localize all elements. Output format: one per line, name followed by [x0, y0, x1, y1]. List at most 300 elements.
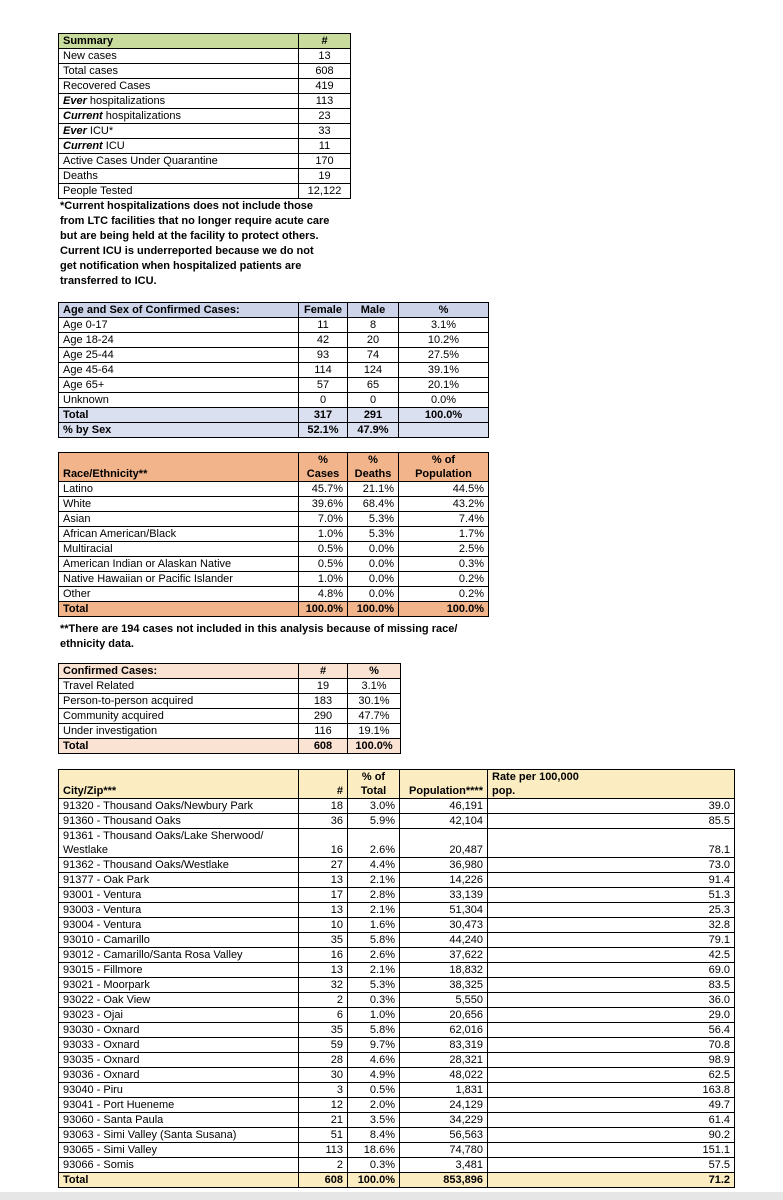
race-label: Total [59, 602, 299, 617]
confirmed-value: 608 [299, 739, 348, 754]
summary-footnote-line: get notification when hospitalized patients are [60, 260, 302, 272]
city-value: 18,832 [400, 963, 488, 978]
age-sex-header-percent: % [399, 303, 489, 318]
city-value: 13 [299, 873, 348, 888]
summary-row [59, 169, 351, 184]
city-value: 34,229 [400, 1113, 488, 1128]
city-value: 37,622 [400, 948, 488, 963]
city-value: 5.3% [348, 978, 400, 993]
race-footnote [60, 622, 457, 652]
city-value: 48,022 [400, 1068, 488, 1083]
city-label: 91362 - Thousand Oaks/Westlake [59, 858, 299, 873]
summary-row-label [59, 154, 299, 169]
city-value: 79.1 [488, 933, 735, 948]
race-footnote-line: ethnicity data. [60, 638, 134, 650]
city-total-row [59, 1173, 735, 1188]
confirmed-value: 290 [299, 709, 348, 724]
city-zip-table [58, 769, 735, 1188]
race-footnote-line: **There are 194 cases not included in this analysis because of missing race/ [60, 623, 458, 635]
city-value: 16 [299, 829, 348, 858]
age-sex-label: Age 18-24 [59, 333, 299, 348]
city-value: 51.3 [488, 888, 735, 903]
city-value: 2.8% [348, 888, 400, 903]
confirmed-row [59, 694, 401, 709]
race-body [59, 482, 489, 617]
city-value: 24,129 [400, 1098, 488, 1113]
city-value: 42.5 [488, 948, 735, 963]
city-value: 61.4 [488, 1113, 735, 1128]
summary-row-emphasis: Ever [63, 95, 87, 107]
city-value: 5.8% [348, 1023, 400, 1038]
city-label: 93030 - Oxnard [59, 1023, 299, 1038]
summary-footnote-line: Current ICU is underreported because we do not [60, 245, 314, 257]
city-label: 93001 - Ventura [59, 888, 299, 903]
city-value: 4.6% [348, 1053, 400, 1068]
summary-row [59, 184, 351, 199]
city-label: 91360 - Thousand Oaks [59, 814, 299, 829]
city-value: 90.2 [488, 1128, 735, 1143]
city-value: 36,980 [400, 858, 488, 873]
city-value: 1.6% [348, 918, 400, 933]
age-sex-label: Age 65+ [59, 378, 299, 393]
race-value: 43.2% [399, 497, 489, 512]
city-value: 13 [299, 903, 348, 918]
age-sex-table [58, 302, 489, 438]
confirmed-value: 100.0% [348, 739, 401, 754]
city-header-label: City/Zip*** [59, 770, 299, 799]
summary-row-value: 19 [299, 169, 351, 184]
city-value: 49.7 [488, 1098, 735, 1113]
city-label: 93040 - Piru [59, 1083, 299, 1098]
city-row [59, 963, 735, 978]
age-sex-value: 0.0% [399, 393, 489, 408]
confirmed-value: 116 [299, 724, 348, 739]
summary-footnote-line: transferred to ICU. [60, 275, 157, 287]
confirmed-value: 47.7% [348, 709, 401, 724]
race-value: 7.0% [299, 512, 348, 527]
age-sex-value: 10.2% [399, 333, 489, 348]
summary-row-label [59, 49, 299, 64]
summary-row-label [59, 94, 299, 109]
race-value: 100.0% [299, 602, 348, 617]
summary-row [59, 154, 351, 169]
race-value: 100.0% [399, 602, 489, 617]
race-value: 68.4% [348, 497, 399, 512]
city-value: 27 [299, 858, 348, 873]
race-value: 1.0% [299, 572, 348, 587]
summary-header-row [59, 34, 351, 49]
city-value: 91.4 [488, 873, 735, 888]
age-sex-by-sex-row [59, 423, 489, 438]
city-value: 9.7% [348, 1038, 400, 1053]
city-value: 28,321 [400, 1053, 488, 1068]
confirmed-header-label: Confirmed Cases: [59, 664, 299, 679]
city-row [59, 933, 735, 948]
summary-footnote-line: *Current hospitalizations does not include those [60, 200, 314, 212]
city-value: 2.6% [348, 948, 400, 963]
confirmed-value: 19 [299, 679, 348, 694]
city-value: 1,831 [400, 1083, 488, 1098]
race-value: 0.5% [299, 542, 348, 557]
city-value: 56.4 [488, 1023, 735, 1038]
city-value: 46,191 [400, 799, 488, 814]
confirmed-label: Total [59, 739, 299, 754]
summary-row-value: 608 [299, 64, 351, 79]
city-row [59, 829, 735, 858]
race-label: Asian [59, 512, 299, 527]
age-sex-value: 124 [348, 363, 399, 378]
city-label: Total [59, 1173, 299, 1188]
age-sex-value: 20 [348, 333, 399, 348]
summary-row-label [59, 124, 299, 139]
summary-row-value: 23 [299, 109, 351, 124]
city-value: 69.0 [488, 963, 735, 978]
city-label: 93023 - Ojai [59, 1008, 299, 1023]
confirmed-row [59, 724, 401, 739]
race-header-population: % of Population [399, 453, 489, 482]
city-label: 93063 - Simi Valley (Santa Susana) [59, 1128, 299, 1143]
city-value: 25.3 [488, 903, 735, 918]
age-sex-value: 317 [299, 408, 348, 423]
summary-row-emphasis: Current [63, 110, 103, 122]
city-value: 56,563 [400, 1128, 488, 1143]
city-value: 2.1% [348, 873, 400, 888]
summary-row-label [59, 64, 299, 79]
race-value: 0.0% [348, 587, 399, 602]
age-sex-total-row [59, 408, 489, 423]
age-sex-value: 20.1% [399, 378, 489, 393]
summary-row-label [59, 79, 299, 94]
race-header-deaths: % Deaths [348, 453, 399, 482]
city-value: 18.6% [348, 1143, 400, 1158]
race-row [59, 557, 489, 572]
city-value: 3 [299, 1083, 348, 1098]
city-value: 59 [299, 1038, 348, 1053]
city-value: 6 [299, 1008, 348, 1023]
city-value: 0.3% [348, 993, 400, 1008]
age-sex-value: 11 [299, 318, 348, 333]
city-row [59, 1128, 735, 1143]
city-row [59, 993, 735, 1008]
age-sex-value [399, 423, 489, 438]
city-label: 93003 - Ventura [59, 903, 299, 918]
summary-row-emphasis: Ever [63, 125, 87, 137]
age-sex-value: 0 [299, 393, 348, 408]
city-row [59, 903, 735, 918]
race-value: 4.8% [299, 587, 348, 602]
page-bottom-bar [0, 1192, 783, 1200]
city-value: 35 [299, 1023, 348, 1038]
city-value: 853,896 [400, 1173, 488, 1188]
city-value: 29.0 [488, 1008, 735, 1023]
race-value: 7.4% [399, 512, 489, 527]
city-value: 28 [299, 1053, 348, 1068]
city-value: 3,481 [400, 1158, 488, 1173]
city-label: 93022 - Oak View [59, 993, 299, 1008]
city-value: 608 [299, 1173, 348, 1188]
age-sex-row [59, 378, 489, 393]
summary-row-value: 170 [299, 154, 351, 169]
city-value: 163.8 [488, 1083, 735, 1098]
confirmed-label: Community acquired [59, 709, 299, 724]
city-value: 62,016 [400, 1023, 488, 1038]
summary-row-value: 419 [299, 79, 351, 94]
confirmed-value: 3.1% [348, 679, 401, 694]
city-row [59, 858, 735, 873]
age-sex-label: Age 45-64 [59, 363, 299, 378]
confirmed-header-row [59, 664, 401, 679]
race-value: 21.1% [348, 482, 399, 497]
age-sex-header-label: Age and Sex of Confirmed Cases: [59, 303, 299, 318]
city-value: 8.4% [348, 1128, 400, 1143]
age-sex-value: 74 [348, 348, 399, 363]
age-sex-row [59, 333, 489, 348]
city-row [59, 873, 735, 888]
city-value: 32 [299, 978, 348, 993]
race-label: Native Hawaiian or Pacific Islander [59, 572, 299, 587]
confirmed-body [59, 679, 401, 754]
age-sex-label: Age 0-17 [59, 318, 299, 333]
race-total-row [59, 602, 489, 617]
age-sex-value: 52.1% [299, 423, 348, 438]
race-label: Multiracial [59, 542, 299, 557]
city-value: 10 [299, 918, 348, 933]
city-value: 12 [299, 1098, 348, 1113]
age-sex-header-female: Female [299, 303, 348, 318]
age-sex-value: 47.9% [348, 423, 399, 438]
city-value: 36.0 [488, 993, 735, 1008]
confirmed-value: 183 [299, 694, 348, 709]
city-value: 38,325 [400, 978, 488, 993]
city-value: 20,656 [400, 1008, 488, 1023]
age-sex-label: % by Sex [59, 423, 299, 438]
race-value: 2.5% [399, 542, 489, 557]
age-sex-row [59, 393, 489, 408]
city-value: 21 [299, 1113, 348, 1128]
summary-row-text: Active Cases Under Quarantine [63, 155, 218, 167]
summary-footnote [60, 199, 329, 289]
summary-header-label: Summary [59, 34, 299, 49]
age-sex-value: 93 [299, 348, 348, 363]
city-label: 93033 - Oxnard [59, 1038, 299, 1053]
age-sex-label: Unknown [59, 393, 299, 408]
confirmed-header-percent: % [348, 664, 401, 679]
age-sex-value: 114 [299, 363, 348, 378]
summary-row-label [59, 109, 299, 124]
city-value: 83.5 [488, 978, 735, 993]
summary-row-value: 33 [299, 124, 351, 139]
city-label: 93010 - Camarillo [59, 933, 299, 948]
summary-row [59, 79, 351, 94]
race-header-label: Race/Ethnicity** [59, 453, 299, 482]
city-header-rate: Rate per 100,000 pop. [488, 770, 735, 799]
race-value: 100.0% [348, 602, 399, 617]
summary-footnote-line: from LTC facilities that no longer require acute care [60, 215, 330, 227]
confirmed-row [59, 679, 401, 694]
summary-body [59, 49, 351, 199]
city-row [59, 1113, 735, 1128]
city-row [59, 1023, 735, 1038]
city-value: 73.0 [488, 858, 735, 873]
city-value: 18 [299, 799, 348, 814]
race-row [59, 497, 489, 512]
summary-table [58, 33, 351, 199]
city-value: 39.0 [488, 799, 735, 814]
age-sex-row [59, 348, 489, 363]
city-header-count: # [299, 770, 348, 799]
city-value: 71.2 [488, 1173, 735, 1188]
summary-row-text: New cases [63, 50, 117, 62]
city-row [59, 948, 735, 963]
confirmed-label: Person-to-person acquired [59, 694, 299, 709]
city-body [59, 799, 735, 1188]
city-value: 62.5 [488, 1068, 735, 1083]
age-sex-label: Age 25-44 [59, 348, 299, 363]
race-row [59, 572, 489, 587]
summary-row [59, 49, 351, 64]
city-value: 5,550 [400, 993, 488, 1008]
city-label: 91377 - Oak Park [59, 873, 299, 888]
confirmed-value: 30.1% [348, 694, 401, 709]
city-row [59, 814, 735, 829]
city-value: 2.1% [348, 963, 400, 978]
race-label: African American/Black [59, 527, 299, 542]
city-label: 93066 - Somis [59, 1158, 299, 1173]
race-value: 0.0% [348, 542, 399, 557]
city-header-population: Population**** [400, 770, 488, 799]
summary-row-value: 13 [299, 49, 351, 64]
city-label: 93015 - Fillmore [59, 963, 299, 978]
age-sex-body [59, 318, 489, 438]
summary-row-text: hospitalizations [86, 95, 166, 107]
city-value: 33,139 [400, 888, 488, 903]
city-value: 51,304 [400, 903, 488, 918]
age-sex-header-male: Male [348, 303, 399, 318]
city-value: 2.1% [348, 903, 400, 918]
summary-row-label [59, 184, 299, 199]
race-value: 45.7% [299, 482, 348, 497]
city-row [59, 1068, 735, 1083]
race-row [59, 512, 489, 527]
race-value: 0.0% [348, 572, 399, 587]
city-row [59, 1038, 735, 1053]
city-value: 30,473 [400, 918, 488, 933]
city-value: 4.4% [348, 858, 400, 873]
age-sex-value: 57 [299, 378, 348, 393]
city-value: 100.0% [348, 1173, 400, 1188]
age-sex-row [59, 318, 489, 333]
city-value: 3.0% [348, 799, 400, 814]
summary-header-count: # [299, 34, 351, 49]
race-label: American Indian or Alaskan Native [59, 557, 299, 572]
city-label: 93041 - Port Hueneme [59, 1098, 299, 1113]
race-ethnicity-table [58, 452, 489, 617]
race-header-row [59, 453, 489, 482]
city-value: 4.9% [348, 1068, 400, 1083]
city-value: 2.6% [348, 829, 400, 858]
age-sex-value: 39.1% [399, 363, 489, 378]
summary-row-text: Deaths [63, 170, 98, 182]
city-value: 78.1 [488, 829, 735, 858]
confirmed-total-row [59, 739, 401, 754]
age-sex-value: 100.0% [399, 408, 489, 423]
age-sex-value: 8 [348, 318, 399, 333]
city-row [59, 1158, 735, 1173]
city-value: 57.5 [488, 1158, 735, 1173]
city-value: 83,319 [400, 1038, 488, 1053]
city-value: 3.5% [348, 1113, 400, 1128]
city-value: 32.8 [488, 918, 735, 933]
city-value: 2.0% [348, 1098, 400, 1113]
city-value: 36 [299, 814, 348, 829]
city-value: 74,780 [400, 1143, 488, 1158]
city-value: 1.0% [348, 1008, 400, 1023]
confirmed-cases-table [58, 663, 401, 754]
summary-row [59, 94, 351, 109]
city-value: 0.5% [348, 1083, 400, 1098]
summary-row-value: 113 [299, 94, 351, 109]
city-value: 44,240 [400, 933, 488, 948]
age-sex-value: 0 [348, 393, 399, 408]
race-value: 1.0% [299, 527, 348, 542]
race-value: 0.0% [348, 557, 399, 572]
race-row [59, 482, 489, 497]
race-header-cases: % Cases [299, 453, 348, 482]
summary-row [59, 139, 351, 154]
city-label: 93004 - Ventura [59, 918, 299, 933]
city-row [59, 978, 735, 993]
race-value: 0.3% [399, 557, 489, 572]
city-value: 5.8% [348, 933, 400, 948]
summary-row [59, 124, 351, 139]
city-value: 35 [299, 933, 348, 948]
summary-row-text: ICU* [86, 125, 114, 137]
city-value: 14,226 [400, 873, 488, 888]
summary-row-label [59, 169, 299, 184]
city-row [59, 799, 735, 814]
confirmed-header-count: # [299, 664, 348, 679]
city-label: 93060 - Santa Paula [59, 1113, 299, 1128]
city-row [59, 1143, 735, 1158]
race-value: 1.7% [399, 527, 489, 542]
age-sex-row [59, 363, 489, 378]
summary-row-label [59, 139, 299, 154]
age-sex-value: 291 [348, 408, 399, 423]
city-header-percent: % of Total [348, 770, 400, 799]
city-value: 70.8 [488, 1038, 735, 1053]
summary-row [59, 64, 351, 79]
race-value: 0.5% [299, 557, 348, 572]
city-row [59, 888, 735, 903]
race-row [59, 527, 489, 542]
confirmed-value: 19.1% [348, 724, 401, 739]
age-sex-value: 65 [348, 378, 399, 393]
age-sex-value: 3.1% [399, 318, 489, 333]
city-label: 93021 - Moorpark [59, 978, 299, 993]
race-row [59, 587, 489, 602]
city-label: 93012 - Camarillo/Santa Rosa Valley [59, 948, 299, 963]
city-row [59, 1083, 735, 1098]
city-row [59, 1098, 735, 1113]
race-value: 0.2% [399, 587, 489, 602]
city-value: 51 [299, 1128, 348, 1143]
summary-row-emphasis: Current [63, 140, 103, 152]
city-value: 17 [299, 888, 348, 903]
confirmed-row [59, 709, 401, 724]
summary-row-value: 12,122 [299, 184, 351, 199]
city-value: 113 [299, 1143, 348, 1158]
city-value: 5.9% [348, 814, 400, 829]
